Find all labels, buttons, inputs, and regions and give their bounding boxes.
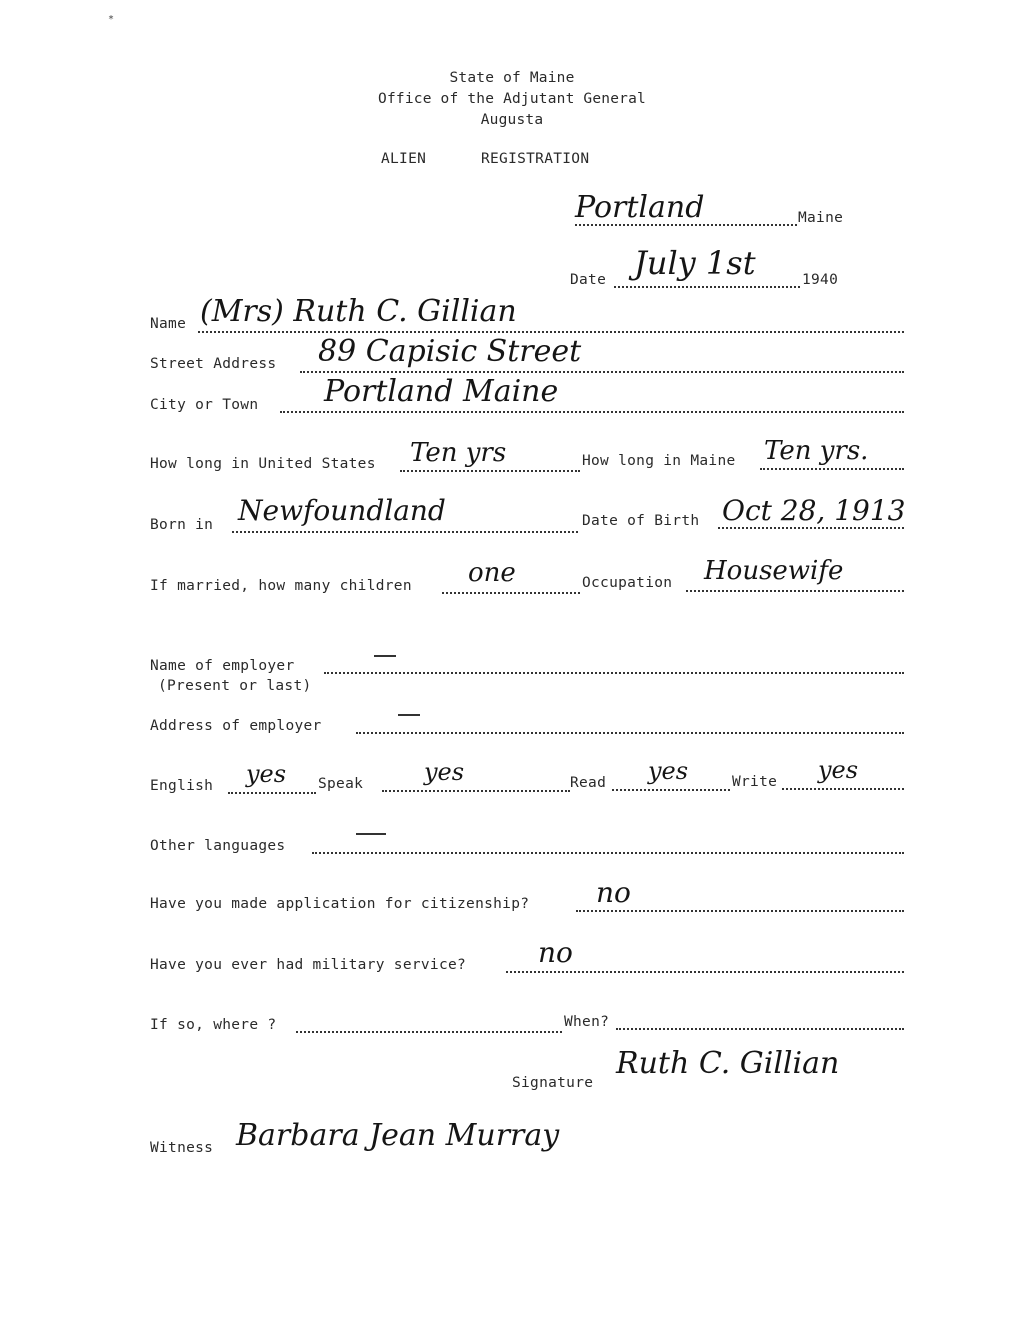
date-dots [614,286,800,288]
occupation-label: Occupation [582,575,673,591]
speak-dots [382,790,570,792]
witness-label: Witness [150,1140,214,1156]
dob-label: Date of Birth [582,513,700,529]
born-label: Born in [150,517,214,533]
citizenship-label: Have you made application for citizenship? [150,896,530,912]
military-label: Have you ever had military service? [150,957,467,973]
maine-duration-label: How long in Maine [582,453,736,469]
name-value: (Mrs) Ruth C. Gillian [200,294,517,329]
us-duration-value: Ten yrs [410,438,507,468]
employer-address-dash [398,714,420,716]
employer-dash [374,655,396,657]
us-duration-label: How long in United States [150,456,376,472]
other-languages-dots [312,852,904,854]
street-dots [300,371,904,373]
write-label: Write [732,774,778,790]
citizenship-dots [576,910,904,912]
location-city-value: Portland [575,190,705,225]
header-state: State of Maine [449,70,575,86]
speak-label: Speak [318,776,364,792]
children-value: one [468,558,516,588]
children-dots [442,592,580,594]
occupation-value: Housewife [704,556,844,586]
corner-mark-icon: * [108,14,115,25]
citizenship-value: no [596,876,631,909]
read-dots [612,789,730,791]
city-value: Portland Maine [324,374,559,409]
write-dots [782,788,904,790]
maine-duration-value: Ten yrs. [764,436,869,466]
where-dots [296,1031,562,1033]
date-value: July 1st [634,244,756,282]
dob-value: Oct 28, 1913 [722,494,906,527]
military-dots [506,971,904,973]
form-title-alien: ALIEN [381,151,427,167]
military-value: no [538,936,573,969]
city-dots [280,411,904,413]
employer-label: Name of employer [150,658,295,674]
signature-label: Signature [512,1075,594,1091]
date-year: 1940 [802,272,839,288]
name-dots [198,331,904,333]
english-label: English [150,778,214,794]
witness-value: Barbara Jean Murray [236,1118,560,1153]
born-dots [232,531,578,533]
read-label: Read [570,775,607,791]
employer-address-label: Address of employer [150,718,322,734]
other-languages-label: Other languages [150,838,286,854]
name-label: Name [150,316,187,332]
street-value: 89 Capisic Street [318,334,582,369]
when-label: When? [564,1014,610,1030]
us-duration-dots [400,470,580,472]
when-dots [616,1028,904,1030]
read-value: yes [648,757,689,785]
signature-value: Ruth C. Gillian [616,1046,840,1081]
write-value: yes [818,756,859,784]
where-label: If so, where ? [150,1017,277,1033]
dob-dots [718,527,904,529]
born-value: Newfoundland [238,494,446,527]
other-languages-dash [356,833,386,835]
street-label: Street Address [150,356,277,372]
employer-address-dots [356,732,904,734]
form-title-registration: REGISTRATION [481,151,590,167]
maine-duration-dots [760,468,904,470]
speak-value: yes [424,758,465,786]
children-label: If married, how many children [150,578,412,594]
location-dots [575,224,797,226]
occupation-dots [686,590,904,592]
header-office: Office of the Adjutant General [378,91,646,107]
english-value: yes [246,760,287,788]
english-dots [228,792,316,794]
city-label: City or Town [150,397,259,413]
header-city: Augusta [480,112,544,128]
employer-dots [324,672,904,674]
date-label: Date [570,272,607,288]
employer-sublabel: (Present or last) [158,678,312,694]
location-state-label: Maine [798,210,844,226]
